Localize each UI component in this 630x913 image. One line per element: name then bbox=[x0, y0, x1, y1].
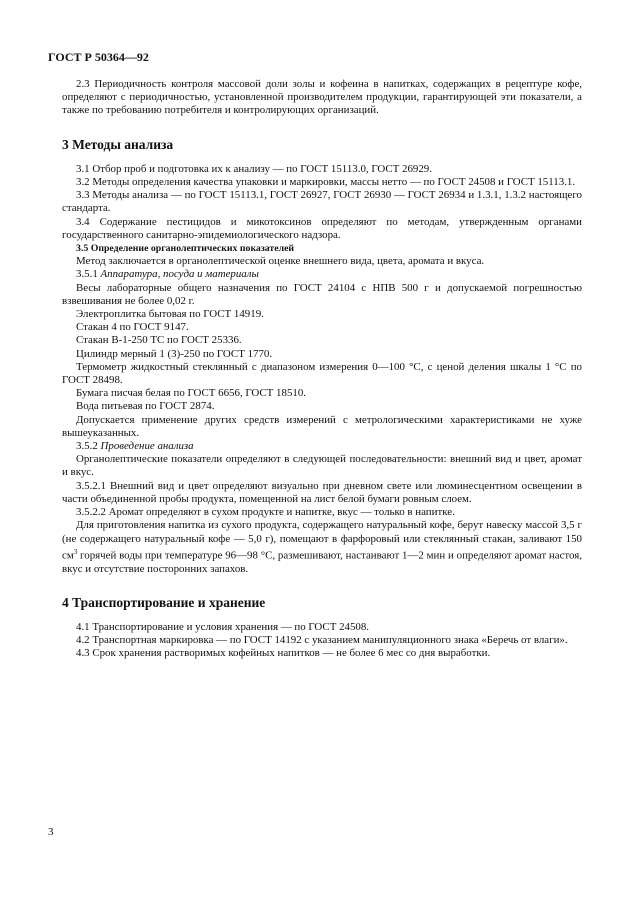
section-3-title: 3 Методы анализа bbox=[62, 136, 174, 152]
paragraph-2-3: 2.3 Периодичность контроля массовой доли золы и кофеина в напитках, содержащих в рецептуре кофе, определяют с периодичностью, установленной производителем продукции, гарантирующей эти показатели, а также по требованию потребителя и контролирующих организаций. bbox=[62, 78, 582, 117]
paragraph-4-3: 4.3 Срок хранения растворимых кофейных напитков — не более 6 мес со дня выработки. bbox=[76, 647, 491, 660]
superscript: 3 bbox=[73, 547, 78, 556]
subsection-number: 3.5.1 bbox=[76, 268, 101, 281]
subsection-number: 3.5.2 bbox=[76, 440, 101, 453]
equipment-item: Термометр жидкостный стеклянный с диапазоном измерения 0—100 °С, с ценой деления шкалы 1 °С по ГОСТ 28498. bbox=[62, 360, 582, 387]
equipment-item: Весы лабораторные общего назначения по ГОСТ 24104 с НПВ 500 г и допускаемой погрешностью взвешивания не более 0,02 г. bbox=[62, 281, 582, 307]
paragraph-3-1: 3.1 Отбор проб и подготовка их к анализу — по ГОСТ 15113.0, ГОСТ 26929. bbox=[76, 162, 432, 175]
equipment-item: Стакан В-1-250 ТС по ГОСТ 25336. bbox=[76, 334, 242, 347]
page-number: 3 bbox=[48, 826, 54, 838]
section-4-title: 4 Транспортирование и хранение bbox=[62, 594, 266, 610]
analysis-text: Для приготовления напитка из сухого продукта, содержащего натуральный кофе, берут навеску массой 3,5 г (не содержащего натуральный кофе — 5,0 г), помещают в фарфоровый или стеклянный стакан, заливают 150 см bbox=[62, 519, 582, 562]
subsection-title: Аппаратура, посуда и материалы bbox=[100, 268, 259, 281]
analysis-paragraph: 3.5.2.2 Аромат определяют в сухом продукте и напитке, вкус — только в напитке. bbox=[76, 506, 455, 519]
paragraph-3-3: 3.3 Методы анализа — по ГОСТ 15113.1, ГОСТ 26927, ГОСТ 26930 — ГОСТ 26934 и 1.3.1, 1.3.2 настоящего стандарта. bbox=[62, 189, 582, 215]
equipment-item: Вода питьевая по ГОСТ 2874. bbox=[76, 400, 215, 413]
analysis-paragraph: Органолептические показатели определяют в следующей последовательности: внешний вид и цвет, аромат и вкус. bbox=[62, 453, 582, 479]
paragraph-4-1: 4.1 Транспортирование и условия хранения — по ГОСТ 24508. bbox=[76, 620, 370, 633]
equipment-item: Цилиндр мерный 1 (3)-250 по ГОСТ 1770. bbox=[76, 347, 273, 360]
paragraph-3-4: 3.4 Содержание пестицидов и микотоксинов определяют по методам, утвержденным органами государственного санитарно-эпидемиологического надзора. bbox=[62, 215, 582, 241]
document-body bbox=[62, 78, 582, 661]
analysis-paragraph bbox=[62, 519, 582, 575]
document-header: ГОСТ Р 50364—92 bbox=[48, 50, 149, 64]
equipment-note: Допускается применение других средств измерений с метрологическими характеристиками не хуже вышеуказанных. bbox=[62, 413, 582, 439]
paragraph-3-5-text: Метод заключается в органолептической оценке внешнего вида, цвета, аромата и вкуса. bbox=[76, 255, 485, 268]
equipment-item: Электроплитка бытовая по ГОСТ 14919. bbox=[76, 308, 264, 321]
subsection-3-5-1-heading bbox=[62, 268, 582, 281]
subsection-3-5-2-heading bbox=[62, 440, 582, 453]
analysis-paragraph: 3.5.2.1 Внешний вид и цвет определяют визуально при дневном свете или люминесцентном освещении в части объединенной пробы продукта, помещенной на лист белой бумаги ровным слоем. bbox=[62, 479, 582, 505]
subsection-3-5-title: 3.5 Определение органолептических показателей bbox=[76, 243, 295, 255]
equipment-item: Бумага писчая белая по ГОСТ 6656, ГОСТ 18510. bbox=[76, 387, 306, 400]
paragraph-3-2: 3.2 Методы определения качества упаковки и маркировки, массы нетто — по ГОСТ 24508 и ГОСТ 15113.1. bbox=[76, 176, 576, 189]
paragraph-4-2: 4.2 Транспортная маркировка — по ГОСТ 14192 с указанием манипуляционного знака «Беречь от влаги». bbox=[76, 634, 568, 647]
analysis-text: горячей воды при температуре 96—98 °С, размешивают, настаивают 1—2 мин и определяют аромат настоя, вкус и отсутствие посторонних запахов. bbox=[62, 549, 582, 575]
subsection-title: Проведение анализа bbox=[100, 440, 194, 453]
equipment-item: Стакан 4 по ГОСТ 9147. bbox=[76, 321, 189, 334]
